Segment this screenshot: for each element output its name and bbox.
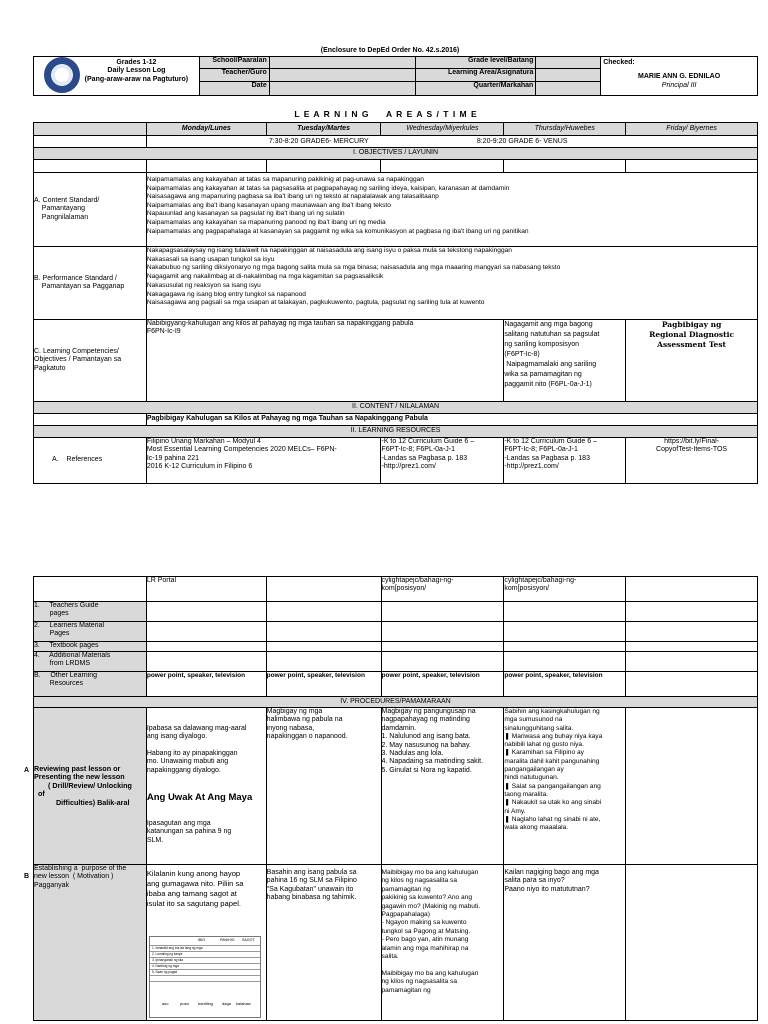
review-monday-task: Ipasagutan ang mga katanungan sa pahina 9 ng SLM. [146, 819, 232, 844]
competencies-thursday: Nagagamit ang mga bagong salitang natutuhan sa pagsulat ng sariling komposisyon (F6PT-Ic-8) Naipagmamalaki ang sariling wika sa pamamagitan ng paggamit nito (F6PL-0a-J-1) [504, 320, 626, 402]
textbook-pages-label: 3. Textbook pages [34, 642, 147, 652]
grades-label: Grades 1-12 [116, 59, 157, 66]
content-standard-label: A. Content Standard/ Pamantayang Pangnilalaman [34, 173, 147, 247]
worksheet-choice-4: daga [222, 1001, 231, 1006]
review-row-letter: A [24, 767, 30, 774]
purpose-monday: Kilalanin kung anong hayop ang gumagawa nito. Piliin sa ibaba ang tamang sagot at isulat ito sa sagutang papel. [146, 865, 266, 1021]
procedures-table [33, 576, 758, 1021]
worksheet-choice-3: bantiling [198, 1001, 213, 1006]
teachers-guide-label: 1. Teachers Guide pages [34, 602, 147, 622]
worksheet-row-2: 2. Lumaling ng kanya [152, 952, 183, 956]
objectives-heading: I. OBJECTIVES / LAYUNIN [34, 148, 758, 160]
learning-areas-title: L E A R N I N G A R E A S / T I M E [294, 109, 478, 119]
log-title: Daily Lesson Log [107, 67, 166, 75]
additional-materials-label: 4. Additional Materials from LRDMS [34, 652, 147, 672]
day-wednesday: Wednesday/Miyerkules [381, 123, 504, 136]
purpose-tuesday: Basahin ang isang pabula sa pahina 16 ng SLM sa Filipino "Sa Kagubatan" unawain ito habang binabasa ng tahimik. [266, 865, 381, 1021]
review-thursday: Sabihin ang kasingkahulugan ng mga sumusunod na sinalungguhitang salita. ❚ Mariwasa ang buhay niya kaya nabibili lahat ng gusto niya. ❚ Karamihan sa Filipino ay maralita dahil kahit pangunahing pangangailangan ay hindi natutugunan. ❚ Salat sa pangangailangan ang taong maralita. ❚ Nakaukit sa utak ko ang sinabi ni Amy. ❚ Naglaho lahat ng sinabi ni ate, wala akong maaalala. [504, 708, 626, 865]
content-text: Pagbibigay Kahulugan sa Kilos at Pahayag ng mga Tauhan sa Napakinggang Pabula [146, 414, 757, 426]
header-table [33, 56, 758, 96]
worksheet-choice-2: pusa [180, 1001, 189, 1006]
school-label: School/Paaralan [199, 57, 269, 69]
lr-wednesday: cylightapejc/bahagi-ng- kom[posisyon/ [381, 577, 504, 602]
date-field[interactable] [269, 82, 416, 96]
performance-standard-label: B. Performance Standard / Pamantayan sa Pagganap [34, 247, 147, 320]
other-resources-thursday: power point, speaker, television [504, 672, 626, 697]
review-wednesday: Magbigay ng pangungusap na nagpapahayag ng matinding damdamin. 1. Nalulunod ang isang bata. 2. May nasusunog na bahay. 3. Nadulas ang lola. 4. Napadaing sa matinding sakit. 5. Ginulat si Nora ng kapatid. [381, 708, 504, 865]
purpose-row-letter: B [24, 873, 30, 880]
teacher-field[interactable] [269, 69, 416, 82]
purpose-thursday: Kailan nagiging bago ang mga salita para sa inyo? Paano niyo ito matututnan? [504, 865, 626, 1021]
performance-standard-text: Nakapagsasalaysay ng isang tula/awit na napakinggan at naisasadula ang isang isyu o paksa mula sa tekstong napakinggan Nakasasali sa isang usapan tungkol sa isyu Nakabubuo ng sariling diksiyonaryo ng mga bagong salita mula sa mga binasa; naisasadula ang mga maaaring mangyari sa nabasang teksto Nagagamit ang nakalimbag at di-nakalimbag na mga kagamitan sa pagsasaliksik Nakasusulat ng reaksyon sa isang isyu Nakagagawa ng isang blog entry tungkol sa napanood Naisasagawa ang pagsali sa mga usapan at talakayan, pagkukuwento, pagtula, pagsulat ng sariling tula at kuwento [146, 247, 757, 320]
content-heading: II. CONTENT / NILALAMAN [34, 402, 758, 414]
date-label: Date [199, 82, 269, 96]
animal-sounds-worksheet [149, 936, 261, 1018]
learners-material-label: 2. Learners Material Pages [34, 622, 147, 642]
checked-label: Checked: [603, 59, 635, 66]
teacher-label: Teacher/Guro [199, 69, 269, 82]
other-resources-label: B. Other Learning Resources [34, 672, 147, 697]
main-table [33, 122, 758, 484]
schedule-venus: 8:20-9:20 GRADE 6- VENUS [476, 138, 568, 145]
worksheet-header-3: SAGOT [242, 938, 255, 942]
references-mon-tue: Filipino Unang Markahan – Modyul 4 Most Essential Learning Competencies 2020 MELCs– F6PN- Ic-19 pahina 221 2016 K-12 Curriculum in Filipino 6 [146, 438, 381, 484]
content-standard-text: Naipamamalas ang kakayahan at tatas sa mapanuring pakikinig at pag-unawa sa napakinggan Naipamamalas ang kakayahan at tatas sa pagsasalita at pagpapahayag ng sariling ideya, kaisipan, karanasan at damdamin Naisasagawa ang mapanuring pagbasa sa iba't ibang uri ng teksto at napalalawak ang talasalitaanp Naipamamalas ang iba't ibang kasanayan upang maunawaan ang iba't ibang teksto Napauunlad ang kasanayan sa pagsulat ng iba't ibang uri ng sulatin Naipamamalas ang kakayahan sa mapanuring panood ng iba't ibang uri ng media Naipamamalas ang pagpapahalaga at kasanayan sa paggamit ng wika sa komunikasyon at pagbasa ng iba't ibang uri ng panitikan [146, 173, 757, 247]
resources-heading: II. LEARNING RESOURCES [34, 426, 758, 438]
competencies-friday: Pagbibigay ng Regional Diagnostic Assessment Test [626, 320, 758, 402]
worksheet-header-1: IBIG [198, 938, 206, 942]
lr-portal: LR Portal [146, 577, 266, 602]
worksheet-choice-5: kalabaw [236, 1001, 251, 1006]
grade-level-field[interactable] [536, 57, 601, 69]
competencies-label: C. Learning Competencies/ Objectives / Pamantayan sa Pagkatuto [34, 320, 147, 402]
worksheet-header-2: PANIHIG [220, 938, 235, 942]
references-thursday: -K to 12 Curriculum Guide 6 – F6PT-Ic-8; F6PL-0a-J-1 -Landas sa Pagbasa p. 183 -http://prez1.com/ [504, 438, 626, 484]
review-monday-intro: Ipabasa sa dalawang mag-aaral ang isang diyalogo. Habang ito ay pinapakinggan mo. Unawaing mabuti ang napakinggang diyalogo. [146, 724, 247, 774]
school-field[interactable] [269, 57, 416, 69]
grade-level-label: Grade level/Baitang [416, 57, 536, 69]
checker-name: MARIE ANN G. EDNILAO [638, 73, 721, 81]
competencies-mon-wed: Nabibigyang-kahulugan ang kilos at pahayag ng mga tauhan sa napakinggang pabula F6PN-Ic-I9 [146, 320, 504, 402]
purpose-label: Establishing a purpose of the new lesson ( Motivation ) Pagganyak [34, 865, 147, 1021]
quarter-label: Quarter/Markahan [416, 82, 536, 96]
references-friday: https://bit.ly/Final- CopyofTest-Items-TOS [626, 438, 758, 484]
lr-thursday: cylightapejc/bahagi-ng- kom[posisyon/ [504, 577, 626, 602]
other-resources-monday: power point, speaker, television [146, 672, 266, 697]
log-subtitle: (Pang-araw-araw na Pagtuturo) [84, 75, 189, 83]
checker-title: Principal III [661, 81, 697, 89]
day-monday: Monday/Lunes [146, 123, 266, 136]
references-label: A. References [34, 438, 147, 484]
day-friday: Friday/ Biyernes [626, 123, 758, 136]
other-resources-tuesday: power point, speaker, television [266, 672, 381, 697]
worksheet-row-3: 3. Ipinanganak ng sila [152, 958, 184, 962]
worksheet-row-1: 1. Isinasilid ang ina isa lang ng mga [152, 946, 203, 950]
schedule-mercury: 7:30-8:20 GRADE6- MERCURY [268, 138, 369, 145]
references-wednesday: -K to 12 Curriculum Guide 6 – F6PT-Ic-8; F6PL-0a-J-1 -Landas sa Pagbasa p. 183 -http://prez1.com/ [381, 438, 504, 484]
worksheet-row-5: 5. Saan ng pugad [152, 970, 178, 974]
enclosure-note: (Enclosure to DepEd Order No. 42.s.2016) [320, 47, 460, 54]
procedures-heading: IV. PROCEDURES/PAMAMARAAN [34, 697, 758, 708]
day-tuesday: Tuesday/Martes [266, 123, 381, 136]
worksheet-row-4: 4. Naririnig ng mga [152, 964, 179, 968]
review-label: Reviewing past lesson or Presenting the new lesson ( Drill/Review/ Unlocking of Difficulties) Balik-aral [34, 708, 147, 865]
worksheet-choice-1: aso [162, 1001, 169, 1006]
day-thursday: Thursday/Huwebes [504, 123, 626, 136]
purpose-wednesday: Maibibigay mo ba ang kahulugan ng kilos ng nagsasalita sa pamamagitan ng pakikinig sa kuwento? Ano ang gagawin mo? (Makinig ng mabuti. Pagpapahalaga) - Ngayon making sa kuwento tungkol sa Pagong at Matsing. - Pero bago yan, atin munang alamin ang mga mahihirap na salita. Maibibigay mo ba ang kahulugan ng kilos ng nagsasalita sa pamamagitan ng [381, 865, 504, 1021]
quarter-field[interactable] [536, 82, 601, 96]
review-monday-title: Ang Uwak At Ang Maya [146, 792, 253, 804]
learning-area-label: Learning Area/Asignatura [416, 69, 536, 82]
other-resources-wednesday: power point, speaker, television [381, 672, 504, 697]
learning-area-field[interactable] [536, 69, 601, 82]
review-tuesday: Magbigay ng mga halimbawa ng pabula na inyong nabasa, napakinggan o napanood. [266, 708, 381, 865]
